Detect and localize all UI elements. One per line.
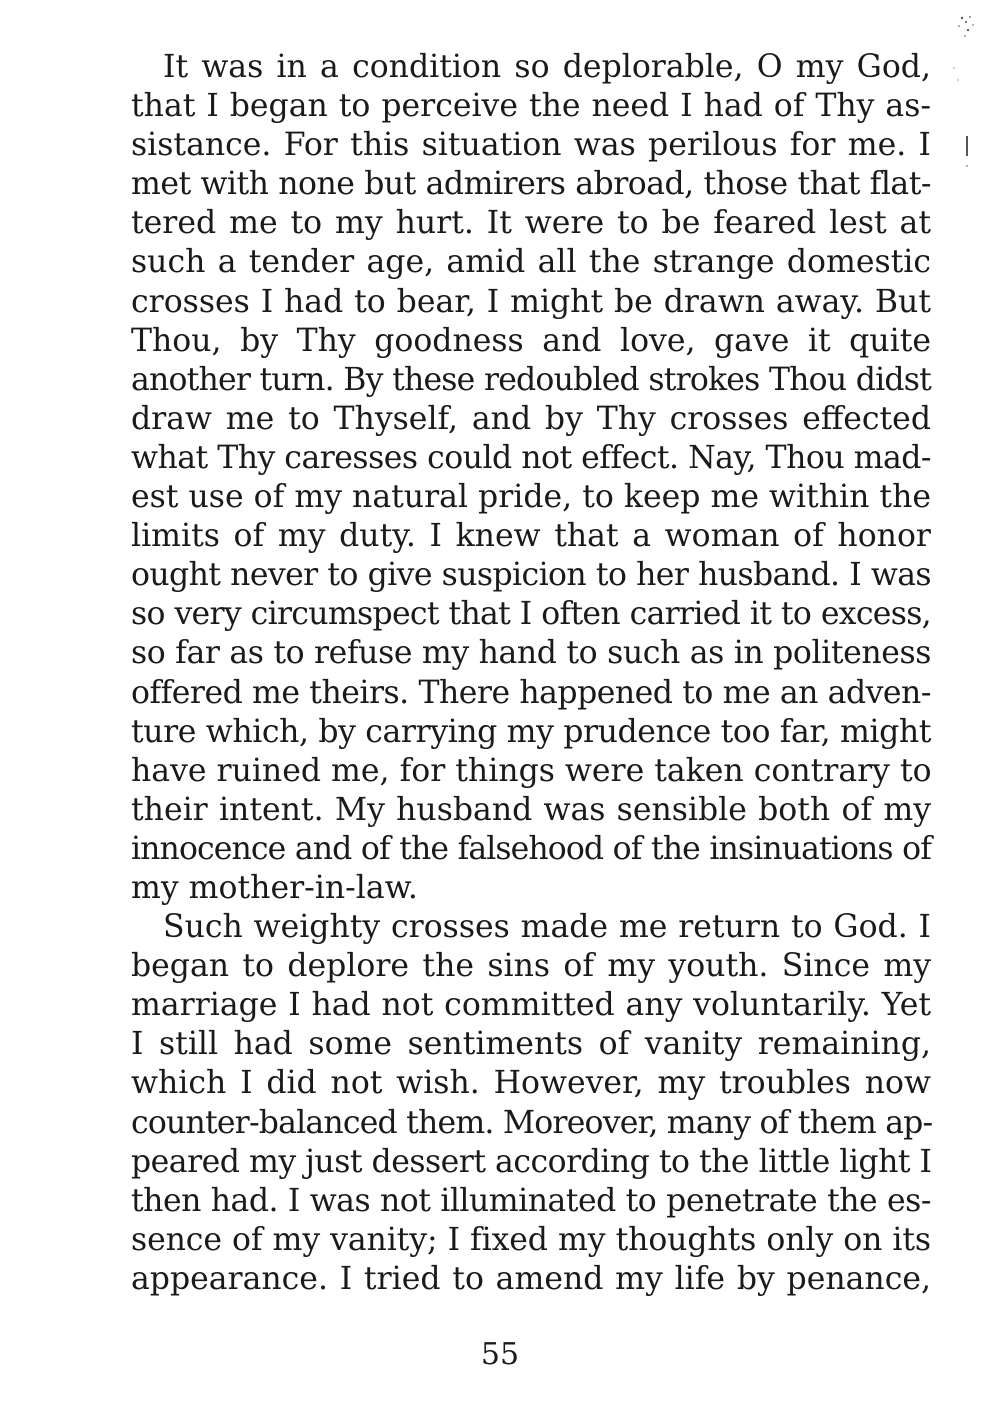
text-line: Thou, by Thy goodness and love, gave it quite xyxy=(131,322,931,359)
text-line: another turn. By these redoubled strokes Thou didst xyxy=(131,361,931,398)
text-line: so far as to refuse my hand to such as in politeness xyxy=(131,635,931,672)
text-line: such a tender age, amid all the strange domestic xyxy=(131,244,931,281)
paragraph-1 xyxy=(131,48,931,908)
text-line: began to deplore the sins of my youth. Since my xyxy=(131,948,931,985)
text-line: draw me to Thyself, and by Thy crosses effected xyxy=(131,400,931,437)
text-line: that I began to perceive the need I had of Thy as- xyxy=(131,88,931,125)
text-line: offered me theirs. There happened to me an adven- xyxy=(131,674,931,711)
text-line: which I did not wish. However, my troubles now xyxy=(131,1065,931,1102)
text-line: Such weighty crosses made me return to God. I xyxy=(163,909,931,946)
paragraph-2 xyxy=(131,908,931,1299)
text-line: innocence and of the falsehood of the insinuations of xyxy=(131,830,931,867)
text-line: I still had some sentiments of vanity remaining, xyxy=(131,1026,931,1063)
text-line: so very circumspect that I often carried it to excess, xyxy=(131,596,931,633)
text-line: ought never to give suspicion to her husband. I was xyxy=(131,557,931,594)
text-line: counter-balanced them. Moreover, many of them ap- xyxy=(131,1104,933,1141)
body-text xyxy=(131,48,931,1299)
text-line: appearance. I tried to amend my life by penance, xyxy=(131,1260,931,1297)
text-line: what Thy caresses could not effect. Nay, Thou mad- xyxy=(131,439,932,476)
text-line: my mother-in-law. xyxy=(131,869,418,906)
text-line: then had. I was not illuminated to penetrate the es- xyxy=(131,1182,931,1219)
text-line: It was in a condition so deplorable, O my God, xyxy=(163,49,931,85)
text-line: have ruined me, for things were taken contrary to xyxy=(131,752,932,789)
text-line: sence of my vanity; I fixed my thoughts only on its xyxy=(131,1221,931,1258)
text-line: limits of my duty. I knew that a woman of honor xyxy=(131,518,931,555)
text-line: ture which, by carrying my prudence too far, might xyxy=(131,713,931,750)
scan-specks xyxy=(932,8,982,188)
text-line: tered me to my hurt. It were to be feared lest at xyxy=(131,205,931,242)
text-line: peared my just dessert according to the little light I xyxy=(131,1143,932,1180)
page-number: 55 xyxy=(480,1337,520,1372)
text-line: marriage I had not committed any voluntarily. Yet xyxy=(131,987,931,1024)
text-line: their intent. My husband was sensible both of my xyxy=(131,791,931,828)
text-line: sistance. For this situation was perilous for me. I xyxy=(131,127,931,164)
text-line: est use of my natural pride, to keep me within the xyxy=(131,479,931,516)
text-line: crosses I had to bear, I might be drawn away. But xyxy=(131,283,931,320)
text-line: met with none but admirers abroad, those that flat- xyxy=(131,166,931,203)
